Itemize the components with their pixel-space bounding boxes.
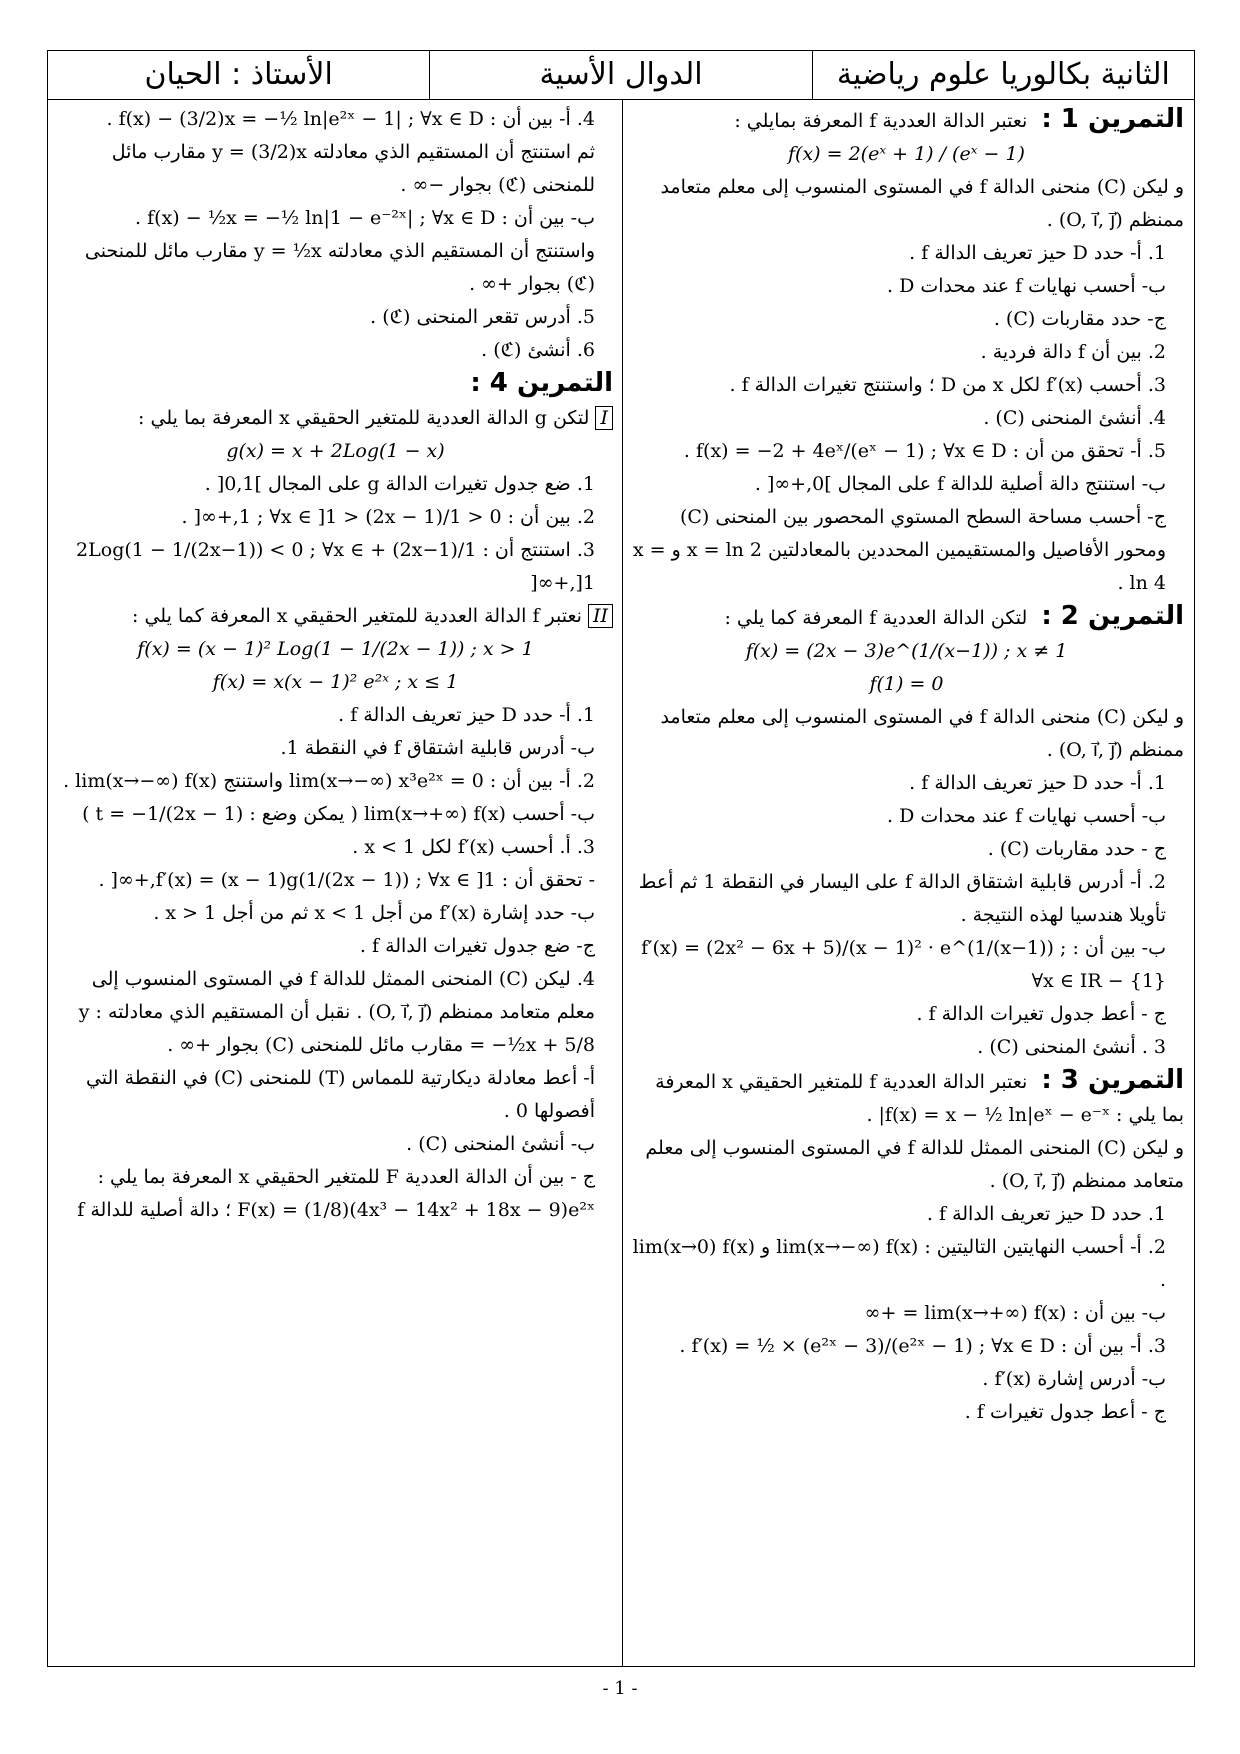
ex2-curve: و ليكن (C) منحنى الدالة f في المستوى المنسوب إلى معلم متعامد ممنظم (O, i⃗, j⃗) .	[660, 706, 1184, 761]
header-level: الثانية بكالوريا علوم رياضية	[812, 51, 1194, 99]
header-teacher: الأستاذ : الحيان	[144, 57, 333, 92]
ex1-q4: 4. أنشئ المنحنى (C) .	[983, 407, 1166, 429]
ex4-ii4b: ب- أنشئ المنحنى (C) .	[406, 1133, 595, 1155]
worksheet	[47, 50, 1195, 1667]
ex1-curve: و ليكن (C) منحنى الدالة f في المستوى المنسوب إلى معلم متعامد ممنظم (O, i⃗, j⃗) .	[660, 176, 1184, 231]
ex4-gdef: g(x) = x + 2Log(1 − x)	[226, 440, 445, 462]
ex3-q4a2: ثم استنتج أن المستقيم الذي معادلته y = (3/2)x مقارب مائل للمنحنى (ℭ) بجوار −∞ .	[111, 141, 595, 196]
ex2-q2b: ب- بين أن : f′(x) = (2x² − 6x + 5)/(x − 1)² · e^(1/(x−1)) ; ∀x ∈ IR − {1}	[641, 937, 1166, 992]
page-number: - 1 -	[602, 1678, 638, 1699]
ex4-i3: 3. استنتج أن : 1/(2x−1) + 2Log(1 − 1/(2x−1)) < 0 ; ∀x ∈ ]1,+∞[	[76, 539, 595, 594]
right-column	[629, 103, 1184, 1429]
ex4-ii1b: ب- أدرس قابلية اشتقاق f في النقطة 1.	[280, 737, 595, 759]
ex1-q1b: ب- أحسب نهايات f عند محدات D .	[887, 275, 1166, 297]
ex4-title: التمرين 4 :	[470, 368, 613, 398]
ex3-q3c: ج - أعط جدول تغيرات f .	[964, 1401, 1166, 1423]
ex1-intro: نعتبر الدالة العددية f المعرفة بمايلي :	[734, 110, 1028, 132]
ex4-ii4: 4. ليكن (C) المنحنى الممثل للدالة f في المستوى المنسوب إلى معلم متعامد ممنظم (O, i⃗, j⃗) . نقبل أن المستقيم الذي معادلته : y = −½x + 5/8 مقارب مائل للمنحنى (C) بجوار +∞ .	[78, 968, 595, 1056]
ex3-title: التمرين 3 :	[1041, 1065, 1184, 1095]
part-I-box: I	[595, 406, 613, 430]
ex2-sys2: f(1) = 0	[869, 673, 944, 695]
ex4-ii4c: ج - بين أن الدالة العددية F للمتغير الحقيقي x المعرفة بما يلي : F(x) = (1/8)(4x³ − 14x² + 18x − 9)e²ˣ ؛ دالة أصلية للدالة f	[77, 1166, 595, 1221]
ex2-q1c: ج - حدد مقاربات (C) .	[987, 838, 1166, 860]
ex2-q2a: 2. أ- أدرس قابلية اشتقاق الدالة f على اليسار في النقطة 1 ثم أعط تأويلا هندسيا لهذه النتيجة .	[638, 871, 1166, 926]
ex4-i1: 1. ضع جدول تغيرات الدالة g على المجال ]0,1[ .	[204, 473, 595, 495]
ex3-q3b: ب- أدرس إشارة f′(x) .	[982, 1368, 1166, 1390]
ex4-ii1a: 1. أ- حدد D حيز تعريف الدالة f .	[338, 704, 595, 726]
ex4-ii2a: 2. أ- بين أن : lim(x→−∞) x³e²ˣ = 0 واستنتج lim(x→−∞) f(x) .	[63, 770, 595, 792]
ex4-intro-II: نعتبر f الدالة العددية للمتغير الحقيقي x المعرفة كما يلي :	[132, 605, 582, 627]
ex4-heading	[58, 367, 613, 402]
ex4-ii4a: أ- أعط معادلة ديكارتية للمماس (T) للمنحنى (C) في النقطة التي أفصولها 0 .	[85, 1067, 595, 1122]
ex2-q1a: 1. أ- حدد D حيز تعريف الدالة f .	[909, 772, 1166, 794]
ex3-q1: 1. حدد D حيز تعريف الدالة f .	[926, 1203, 1166, 1225]
ex3-heading	[629, 1064, 1184, 1132]
ex3-q3a: 3. أ- بين أن : f′(x) = ½ × (e²ˣ − 3)/(e²ˣ − 1) ; ∀x ∈ D .	[679, 1335, 1166, 1357]
ex2-q2c: ج - أعط جدول تغيرات الدالة f .	[916, 1003, 1166, 1025]
ex3-q5: 5. أدرس تقعر المنحنى (ℭ) .	[370, 306, 595, 328]
ex3-q6: 6. أنشئ (ℭ) .	[481, 339, 595, 361]
ex2-q1b: ب- أحسب نهايات f عند محدات D .	[887, 805, 1166, 827]
ex4-i2: 2. بين أن : 0 < 1/(2x − 1) < 1 ; ∀x ∈ ]1,+∞[ .	[181, 506, 595, 528]
ex2-title: التمرين 2 :	[1041, 601, 1184, 631]
ex4-part2-intro	[58, 600, 613, 633]
ex3-q2a: 2. أ- أحسب النهايتين التاليتين : lim(x→−∞) f(x) و lim(x→0) f(x) .	[632, 1236, 1166, 1291]
ex1-q3: 3. أحسب f′(x) لكل x من D ؛ واستنتج تغيرات الدالة f .	[729, 374, 1166, 396]
ex1-formula: f(x) = 2(eˣ + 1) / (eˣ − 1)	[788, 143, 1025, 165]
ex2-q3: 3 . أنشئ المنحنى (C) .	[977, 1036, 1166, 1058]
header-topic: الدوال الأسية	[429, 51, 811, 99]
ex4-ii3a: 3. أ. أحسب f′(x) لكل x < 1 .	[352, 836, 595, 858]
ex3-q2b: ب- بين أن : lim(x→+∞) f(x) = +∞	[864, 1302, 1166, 1324]
ex4-ii3b: ب- حدد إشارة f′(x) من أجل x < 1 ثم من أجل x > 1 .	[153, 902, 595, 924]
ex3-curve: و ليكن (C) المنحنى الممثل للدالة f في المستوى المنسوب إلى معلم متعامد ممنظم (O, i⃗, j⃗) .	[645, 1137, 1184, 1192]
ex3-q4b2: واستنتج أن المستقيم الذي معادلته y = ½x مقارب مائل للمنحنى (ℭ) بجوار +∞ .	[84, 240, 595, 295]
ex4-part1-intro	[58, 402, 613, 435]
ex1-title: التمرين 1 :	[1041, 104, 1184, 134]
ex4-ii3v: - تحقق أن : f′(x) = (x − 1)g(1/(2x − 1)) ; ∀x ∈ ]1,+∞[ .	[98, 869, 595, 891]
ex2-intro: لتكن الدالة العددية f المعرفة كما يلي :	[724, 607, 1028, 629]
ex1-q2: 2. بين أن f دالة فردية .	[980, 341, 1166, 363]
column-divider	[622, 99, 623, 1666]
header-table	[48, 51, 1194, 100]
ex3-intro: نعتبر الدالة العددية f للمتغير الحقيقي x المعرفة بما يلي : f(x) = x − ½ ln|eˣ − e⁻ˣ| .	[655, 1071, 1184, 1126]
ex4-ii3c: ج- ضع جدول تغيرات الدالة f .	[359, 935, 595, 957]
ex2-sys1: f(x) = (2x − 3)e^(1/(x−1)) ; x ≠ 1	[745, 640, 1068, 662]
ex1-q5a: 5. أ- تحقق من أن : f(x) = −2 + 4eˣ/(eˣ − 1) ; ∀x ∈ D .	[683, 440, 1166, 462]
ex4-ii2b: ب- أحسب lim(x→+∞) f(x) ( يمكن وضع : t = −1/(2x − 1) )	[82, 803, 595, 825]
ex1-q1a: 1. أ- حدد D حيز تعريف الدالة f .	[909, 242, 1166, 264]
ex3-q4a: 4. أ- بين أن : f(x) − (3/2)x = −½ ln|e²ˣ − 1| ; ∀x ∈ D .	[106, 108, 595, 130]
ex1-q5c: ج- أحسب مساحة السطح المستوي المحصور بين المنحنى (C) ومحور الأفاصيل والمستقيمين المحددين بالمعادلتين x = ln 2 و x = ln 4 .	[632, 506, 1166, 594]
part-II-box: II	[588, 604, 613, 628]
ex1-q5b: ب- استنتج دالة أصلية للدالة f على المجال ]0,+∞[ .	[754, 473, 1166, 495]
ex4-sys1: f(x) = (x − 1)² Log(1 − 1/(2x − 1)) ; x > 1	[137, 638, 534, 660]
ex1-q1c: ج- حدد مقاربات (C) .	[993, 308, 1166, 330]
ex2-heading	[629, 600, 1184, 635]
ex3-q4b: ب- بين أن : f(x) − ½x = −½ ln|1 − e⁻²ˣ| ; ∀x ∈ D .	[135, 207, 595, 229]
ex1-heading	[629, 103, 1184, 138]
ex4-intro-I: لتكن g الدالة العددية للمتغير الحقيقي x المعرفة بما يلي :	[138, 407, 590, 429]
ex4-sys2: f(x) = x(x − 1)² e²ˣ ; x ≤ 1	[212, 671, 459, 693]
left-column	[58, 103, 613, 1227]
